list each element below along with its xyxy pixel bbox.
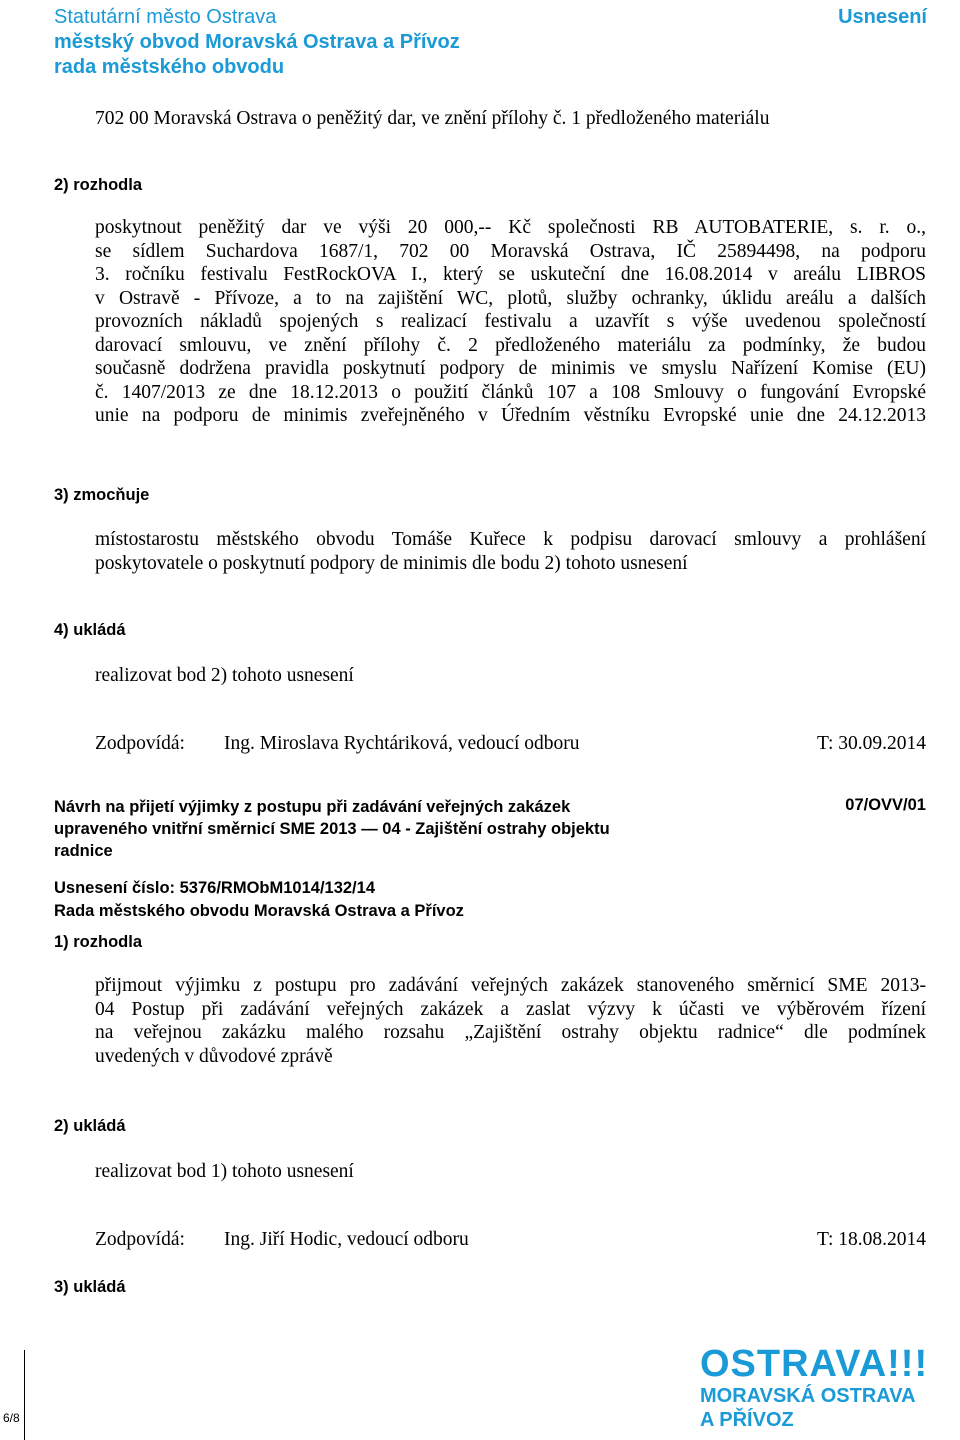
item-title [54, 796, 610, 862]
logo-line: OSTRAVA!!! [700, 1343, 929, 1385]
responsible-name: Ing. Jiří Hodic, vedoucí odboru [224, 1229, 469, 1250]
r1-line: 04 Postup při zadávání veřejných zakázek a zaslat výzvy k účasti ve výběrovém řízení [95, 998, 926, 1020]
s2-line: poskytnout peněžitý dar ve výši 20 000,-- Kč společnosti RB AUTOBATERIE, s. r. o., [95, 217, 926, 238]
item-section-2-heading: 2) ukládá [54, 1117, 126, 1135]
item-title-line: radnice [54, 842, 113, 860]
s3-line: poskytovatele o poskytnutí podpory de minimis dle bodu 2) tohoto usnesení [95, 552, 688, 574]
r1-line: uvedených v důvodové zprávě [95, 1045, 333, 1067]
responsible-label: Zodpovídá: [95, 733, 185, 754]
intro-line: 702 00 Moravská Ostrava o peněžitý dar, ve znění přílohy č. 1 předloženého materiálu [95, 108, 770, 129]
item-section-2-text: realizovat bod 1) tohoto usnesení [95, 1161, 354, 1182]
responsible-name: Ing. Miroslava Rychtáriková, vedoucí odboru [224, 733, 580, 754]
resolution-number: Usnesení číslo: 5376/RMObM1014/132/14 [54, 879, 375, 897]
section-2-heading: 2) rozhodla [54, 176, 143, 194]
item-section-3-heading: 3) ukládá [54, 1278, 126, 1296]
s2-line: současně dodržena pravidla poskytnutí podpory de minimis ve smyslu Nařízení Komise (EU) [95, 358, 926, 379]
responsible-label: Zodpovídá: [95, 1229, 185, 1250]
responsible-term: T: 30.09.2014 [817, 733, 926, 754]
s2-line: se sídlem Suchardova 1687/1, 702 00 Moravská Ostrava, IČ 25894498, na podporu [95, 240, 926, 262]
s2-line: darovací smlouvu, ve znění přílohy č. 2 předloženého materiálu za podmínky, že budou [95, 334, 926, 356]
item-section-1-heading: 1) rozhodla [54, 933, 143, 951]
header-city: Statutární město Ostrava [54, 6, 277, 28]
s2-line: unie na podporu de minimis zveřejněného v Úředním věstníku Evropské unie dne 24.12.2013 [95, 405, 926, 426]
section-4-text: realizovat bod 2) tohoto usnesení [95, 665, 354, 686]
footer-divider [24, 1350, 25, 1440]
item-section-1-text [95, 974, 926, 1068]
header-council: rada městského obvodu [54, 56, 285, 78]
s2-line: v Ostravě - Přívoze, a to na zajištění WC, plotů, služby ochranky, úklidu areálu a dalších [95, 287, 926, 309]
r1-line: přijmout výjimku z postupu pro zadávání veřejných zakázek stanoveného směrnicí SME 2013- [95, 975, 926, 996]
logo-line: MORAVSKÁ OSTRAVA [700, 1385, 916, 1407]
item-code: 07/OVV/01 [845, 796, 926, 814]
section-3-heading: 3) zmocňuje [54, 486, 150, 504]
page-number: 6/8 [3, 1411, 20, 1425]
r1-line: na veřejnou zakázku malého rozsahu „Zajištění ostrahy objektu radnice“ dle podmínek [95, 1022, 926, 1043]
s2-line: 3. ročníku festivalu FestRockOVA I., který se uskuteční dne 16.08.2014 v areálu LIBROS [95, 264, 926, 285]
ostrava-logo [700, 1344, 928, 1432]
section-2-text [95, 216, 926, 428]
resolution-council: Rada městského obvodu Moravská Ostrava a Přívoz [54, 902, 464, 920]
s3-line: místostarostu městského obvodu Tomáše Kuřece k podpisu darovací smlouvy a prohlášení [95, 529, 926, 550]
header-doc-type: Usnesení [838, 6, 927, 28]
logo-line: A PŘÍVOZ [700, 1409, 794, 1431]
s2-line: provozních nákladů spojených s realizací festivalu a uzavřít s výše uvedenou společností [95, 311, 926, 332]
item-title-line: upraveného vnitřní směrnicí SME 2013 — 04 - Zajištění ostrahy objektu [54, 820, 610, 838]
section-4-heading: 4) ukládá [54, 621, 126, 639]
s2-line: č. 1407/2013 ze dne 18.12.2013 o použití článků 107 a 108 Smlouvy o fungování Evropské [95, 381, 926, 403]
section-3-text [95, 528, 926, 575]
item-title-line: Návrh na přijetí výjimky z postupu při zadávání veřejných zakázek [54, 798, 571, 816]
header-district: městský obvod Moravská Ostrava a Přívoz [54, 31, 460, 53]
responsible-term: T: 18.08.2014 [817, 1229, 926, 1250]
